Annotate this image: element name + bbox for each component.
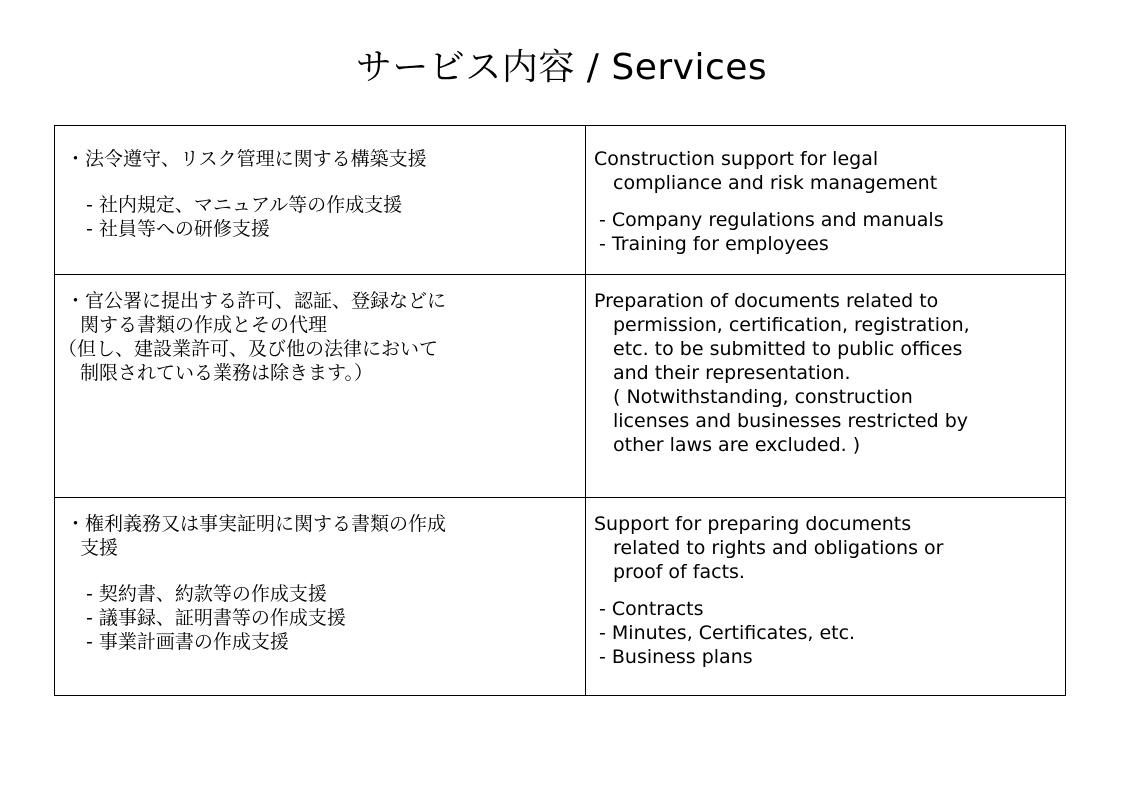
list-item: - Company regulations and manuals <box>599 209 944 231</box>
service-note-en: licenses and businesses restricted by <box>613 410 968 432</box>
list-item: - Contracts <box>599 598 704 620</box>
service-heading-en: compliance and risk management <box>613 172 938 194</box>
list-item: - Training for employees <box>599 233 829 255</box>
service-heading-jp: ・官公署に提出する許可、認証、登録などに <box>66 290 447 312</box>
service-heading-jp: ・法令遵守、リスク管理に関する構築支援 <box>66 148 427 170</box>
list-item: - Business plans <box>599 646 753 668</box>
service-description-en <box>586 498 1066 696</box>
service-heading-en: Support for preparing documents <box>594 513 912 535</box>
service-description-jp <box>55 126 586 275</box>
service-description-jp <box>55 275 586 498</box>
service-heading-jp: 関する書類の作成とその代理 <box>80 314 328 336</box>
service-note-en: ( Notwithstanding, construction <box>613 386 913 408</box>
list-item: - 契約書、約款等の作成支援 <box>86 583 327 605</box>
page-title: サービス内容 / Services <box>355 47 768 88</box>
service-row <box>55 275 1066 498</box>
service-heading-jp: 支援 <box>80 537 119 559</box>
service-heading-en: and their representation. <box>613 362 851 384</box>
service-description-jp <box>55 498 586 696</box>
service-sub-list-en <box>594 597 1055 669</box>
services-table <box>54 125 1066 696</box>
service-description-en <box>586 126 1066 275</box>
list-item: - 事業計画書の作成支援 <box>86 631 289 653</box>
service-heading-jp: ・権利義務又は事実証明に関する書類の作成 <box>66 513 447 535</box>
service-sub-list-en <box>594 208 1055 256</box>
service-description-en <box>586 275 1066 498</box>
service-heading-en: Construction support for legal <box>594 148 879 170</box>
service-note-jp: （但し、建設業許可、及び他の法律において <box>58 338 439 360</box>
service-heading-en: Preparation of documents related to <box>594 290 939 312</box>
service-sub-list-jp <box>66 582 575 654</box>
list-item: - 社内規定、マニュアル等の作成支援 <box>86 194 403 216</box>
service-heading-en: permission, certification, registration, <box>613 314 970 336</box>
list-item: - Minutes, Certificates, etc. <box>599 622 856 644</box>
service-note-en: other laws are excluded. ) <box>613 434 861 456</box>
service-row <box>55 498 1066 696</box>
list-item: - 社員等への研修支援 <box>86 218 270 240</box>
list-item: - 議事録、証明書等の作成支援 <box>86 607 346 629</box>
service-heading-en: proof of facts. <box>613 561 745 583</box>
service-row <box>55 126 1066 275</box>
service-note-jp: 制限されている業務は除きます。） <box>80 362 373 384</box>
service-sub-list-jp <box>66 193 575 241</box>
service-heading-en: related to rights and obligations or <box>613 537 944 559</box>
service-heading-en: etc. to be submitted to public offices <box>613 338 963 360</box>
